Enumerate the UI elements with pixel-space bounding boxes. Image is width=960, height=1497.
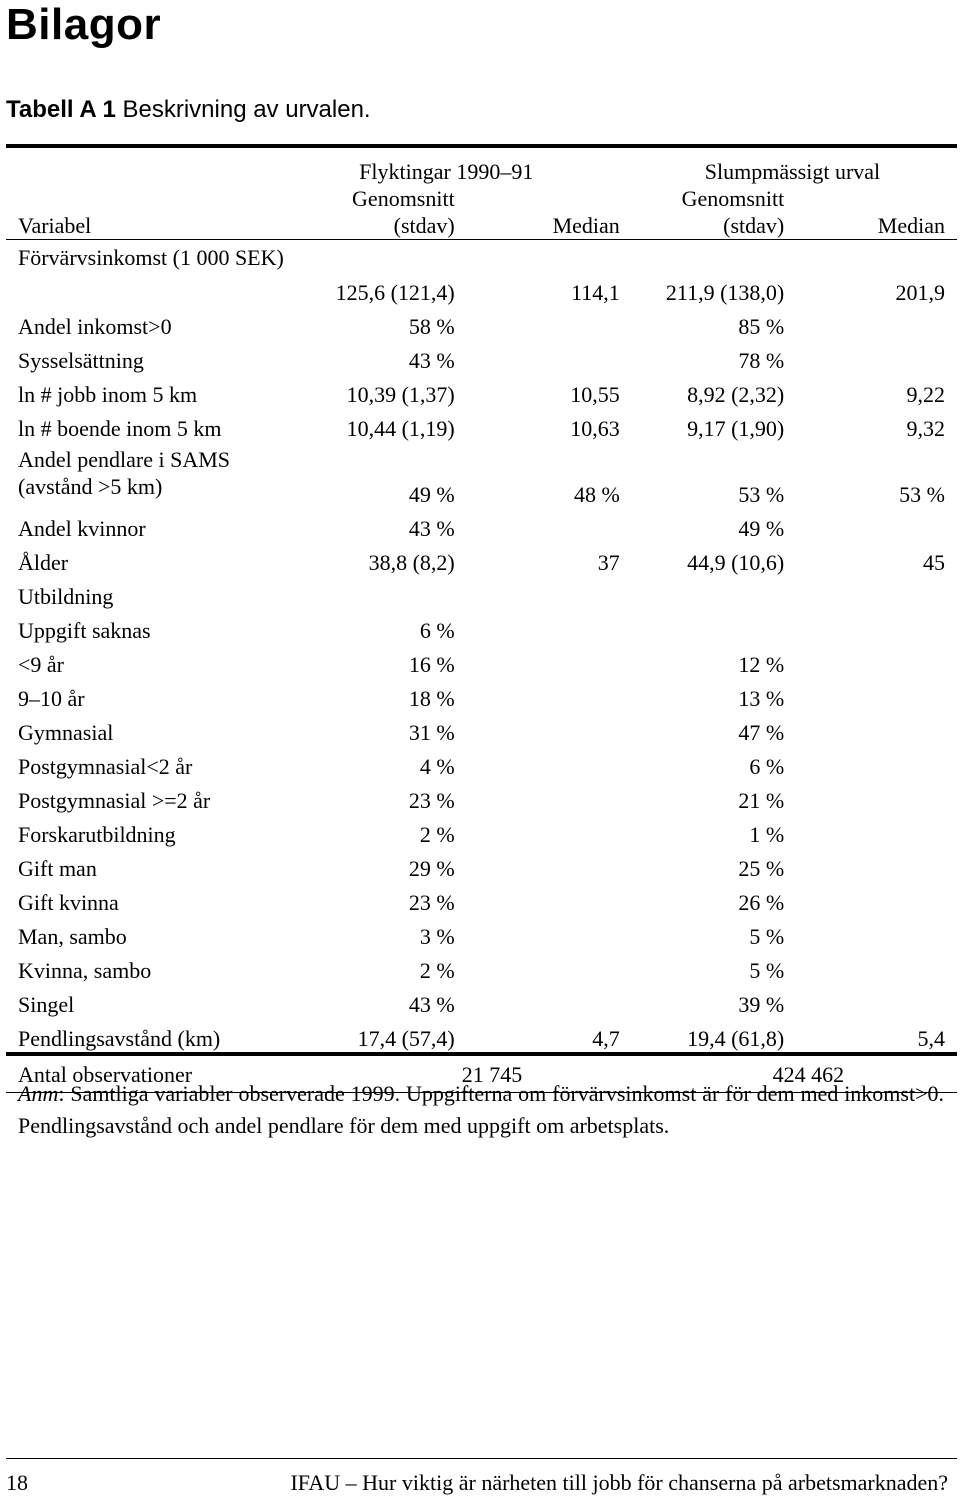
column-header-stdav-random: (stdav) [723,213,785,238]
cell-mean-refugees: 43 % [408,516,455,541]
cell-median-random [784,306,957,340]
cell-variable: Andel pendlare i SAMS (avstånd >5 km) [18,447,231,499]
cell-mean-refugees: 23 % [408,788,455,813]
cell-median-refugees [455,712,620,746]
cell-median-refugees: 114,1 [455,240,620,307]
observations-random: 424 462 [620,1054,957,1093]
cell-mean-refugees: 31 % [408,720,455,745]
cell-variable: Gift kvinna [18,890,119,915]
cell-median-random: 9,22 [906,382,945,407]
cell-variable: Andel inkomst>0 [18,314,172,339]
cell-variable: Andel kvinnor [18,516,146,541]
cell-median-random [784,644,957,678]
header-cell-empty [6,185,304,212]
cell-mean-random: 85 % [738,314,785,339]
cell-median-random [784,746,957,780]
cell-mean-random: 78 % [738,348,785,373]
cell-mean-random: 47 % [738,720,785,745]
table-row [6,848,957,882]
cell-median-refugees [455,950,620,984]
cell-variable: ln # jobb inom 5 km [18,382,198,407]
cell-variable: Utbildning [18,584,114,609]
cell-median-random: 45 [923,550,945,575]
sub-header-mean-random: Genomsnitt [681,186,785,211]
cell-median-refugees [455,340,620,374]
column-header-median-random: Median [877,213,945,238]
cell-mean-random: 21 % [738,788,785,813]
cell-mean-refugees: 2 % [419,958,455,983]
cell-mean-random: 8,92 (2,32) [687,382,785,407]
cell-mean-refugees: 2 % [419,822,455,847]
cell-variable: Gymnasial [18,720,114,745]
cell-median-random [784,814,957,848]
cell-mean-random: 12 % [738,652,785,677]
caption-label: Tabell A 1 [6,96,116,123]
table-row [6,508,957,542]
table-row [6,610,957,644]
cell-mean-refugees: 16 % [408,652,455,677]
cell-mean-refugees: 3 % [419,924,455,949]
table-row [6,442,957,508]
column-header-variable: Variabel [18,213,92,238]
table-row [6,984,957,1018]
cell-variable: Pendlingsavstånd (km) [6,1018,304,1054]
sub-header-row [6,185,957,212]
cell-median-random: 53 % [899,482,945,507]
cell-variable: Forskarutbildning [18,822,176,847]
column-header-median-refugees: Median [552,213,620,238]
cell-mean-random: 13 % [738,686,785,711]
header-cell-empty [455,185,620,212]
cell-median-refugees [455,678,620,712]
table-caption [6,96,371,124]
cell-mean-random: 19,4 (61,8) [620,1018,784,1054]
cell-mean-refugees: 10,44 (1,19) [346,416,455,441]
cell-variable: Postgymnasial >=2 år [18,788,211,813]
cell-mean-random: 5 % [749,924,785,949]
header-cell-empty [6,146,304,185]
cell-mean-random: 49 % [738,516,785,541]
cell-variable: <9 år [18,652,64,677]
cell-variable: Kvinna, sambo [18,958,152,983]
cell-variable: Uppgift saknas [18,618,151,643]
cell-median-random [784,882,957,916]
page-number: 18 [6,1470,28,1495]
cell-variable: Postgymnasial<2 år [18,754,193,779]
running-footer: IFAU – Hur viktig är närheten till jobb för chanserna på arbetsmarknaden? [290,1470,948,1495]
cell-mean-refugees: 43 % [408,992,455,1017]
table-row [6,576,957,610]
cell-median-refugees: 37 [597,550,620,575]
cell-mean-refugees: 49 % [408,482,455,507]
cell-median-refugees [455,576,620,610]
cell-median-refugees: 48 % [573,482,620,507]
cell-median-refugees: 4,7 [455,1018,620,1054]
cell-mean-refugees: 18 % [408,686,455,711]
group-header-row [6,146,957,185]
cell-median-random [784,848,957,882]
cell-median-random: 5,4 [784,1018,957,1054]
cell-median-refugees [455,984,620,1018]
cell-variable: Ålder [18,550,69,575]
cell-mean-refugees: 10,39 (1,37) [346,382,455,407]
cell-variable: Förvärvsinkomst (1 000 SEK) [6,240,304,307]
cell-median-random [784,712,957,746]
table-row [6,882,957,916]
cell-variable: Man, sambo [18,924,127,949]
cell-median-refugees [455,644,620,678]
cell-mean-refugees: 6 % [419,618,455,643]
cell-variable: 9–10 år [18,686,85,711]
cell-mean-random: 211,9 (138,0) [620,240,784,307]
cell-variable: Gift man [18,856,97,881]
cell-mean-refugees: 38,8 (8,2) [368,550,455,575]
sub-header-mean-refugees: Genomsnitt [352,186,455,211]
column-header-row [6,212,957,240]
table-row [6,408,957,442]
cell-mean-refugees: 4 % [419,754,455,779]
cell-median-random [784,984,957,1018]
cell-median-random [784,678,957,712]
table-row [6,374,957,408]
cell-median-refugees: 10,55 [570,382,620,407]
section-title: Bilagor [6,0,162,49]
cell-median-random [784,576,957,610]
table-row [6,780,957,814]
table-row [6,916,957,950]
group-header-random-sample: Slumpmässigt urval [620,146,957,185]
column-header-stdav-refugees: (stdav) [393,213,455,238]
group-header-refugees: Flyktingar 1990–91 [304,146,620,185]
cell-median-refugees [455,508,620,542]
cell-median-refugees [455,746,620,780]
cell-median-random [784,610,957,644]
note-text: : Samtliga variabler observerade 1999. Uppgifterna om förvärvsinkomst är för dem med inkomst>0. Pendlingsavstånd och andel pendlare för dem med uppgift om arbetsplats. [18,1081,944,1138]
note-label: Anm [18,1081,59,1106]
cell-mean-random: 44,9 (10,6) [687,550,785,575]
cell-mean-refugees [304,576,455,610]
cell-mean-random: 6 % [749,754,785,779]
cell-median-refugees [455,916,620,950]
cell-mean-random [620,610,784,644]
caption-text: Beskrivning av urvalen. [115,96,371,123]
table-row [6,240,957,307]
table-row [6,814,957,848]
cell-median-refugees [455,610,620,644]
cell-mean-random [620,576,784,610]
description-table [6,144,957,1093]
table-row [6,712,957,746]
observations-refugees: 21 745 [304,1054,620,1093]
cell-variable: Sysselsättning [18,348,144,373]
cell-median-refugees [455,882,620,916]
cell-median-random [784,950,957,984]
cell-median-random: 201,9 [784,240,957,307]
cell-mean-random: 39 % [738,992,785,1017]
header-cell-empty [784,185,957,212]
table-note [18,1078,944,1142]
footer-divider [6,1458,957,1459]
cell-median-random [784,780,957,814]
table-row [6,950,957,984]
cell-mean-random: 9,17 (1,90) [687,416,785,441]
cell-median-refugees: 10,63 [570,416,620,441]
cell-median-refugees [455,848,620,882]
cell-mean-refugees: 125,6 (121,4) [304,240,455,307]
table-row [6,746,957,780]
cell-mean-refugees: 43 % [408,348,455,373]
table-row [6,644,957,678]
cell-median-random: 9,32 [906,416,945,441]
cell-median-refugees [455,780,620,814]
cell-mean-random: 1 % [749,822,785,847]
cell-median-refugees [455,306,620,340]
cell-mean-refugees: 58 % [408,314,455,339]
table-row [6,678,957,712]
table-row [6,306,957,340]
cell-median-random [784,508,957,542]
observations-label: Antal observationer [6,1054,304,1093]
cell-mean-random: 53 % [738,482,785,507]
cell-mean-random: 5 % [749,958,785,983]
cell-median-refugees [455,814,620,848]
cell-variable: ln # boende inom 5 km [18,416,222,441]
cell-mean-random: 26 % [738,890,785,915]
table-row [6,542,957,576]
cell-variable: Singel [18,992,75,1017]
cell-median-random [784,916,957,950]
cell-mean-random: 25 % [738,856,785,881]
cell-mean-refugees: 23 % [408,890,455,915]
table-row [6,340,957,374]
cell-median-random [784,340,957,374]
cell-mean-refugees: 17,4 (57,4) [304,1018,455,1054]
table-row [6,1018,957,1054]
cell-mean-refugees: 29 % [408,856,455,881]
